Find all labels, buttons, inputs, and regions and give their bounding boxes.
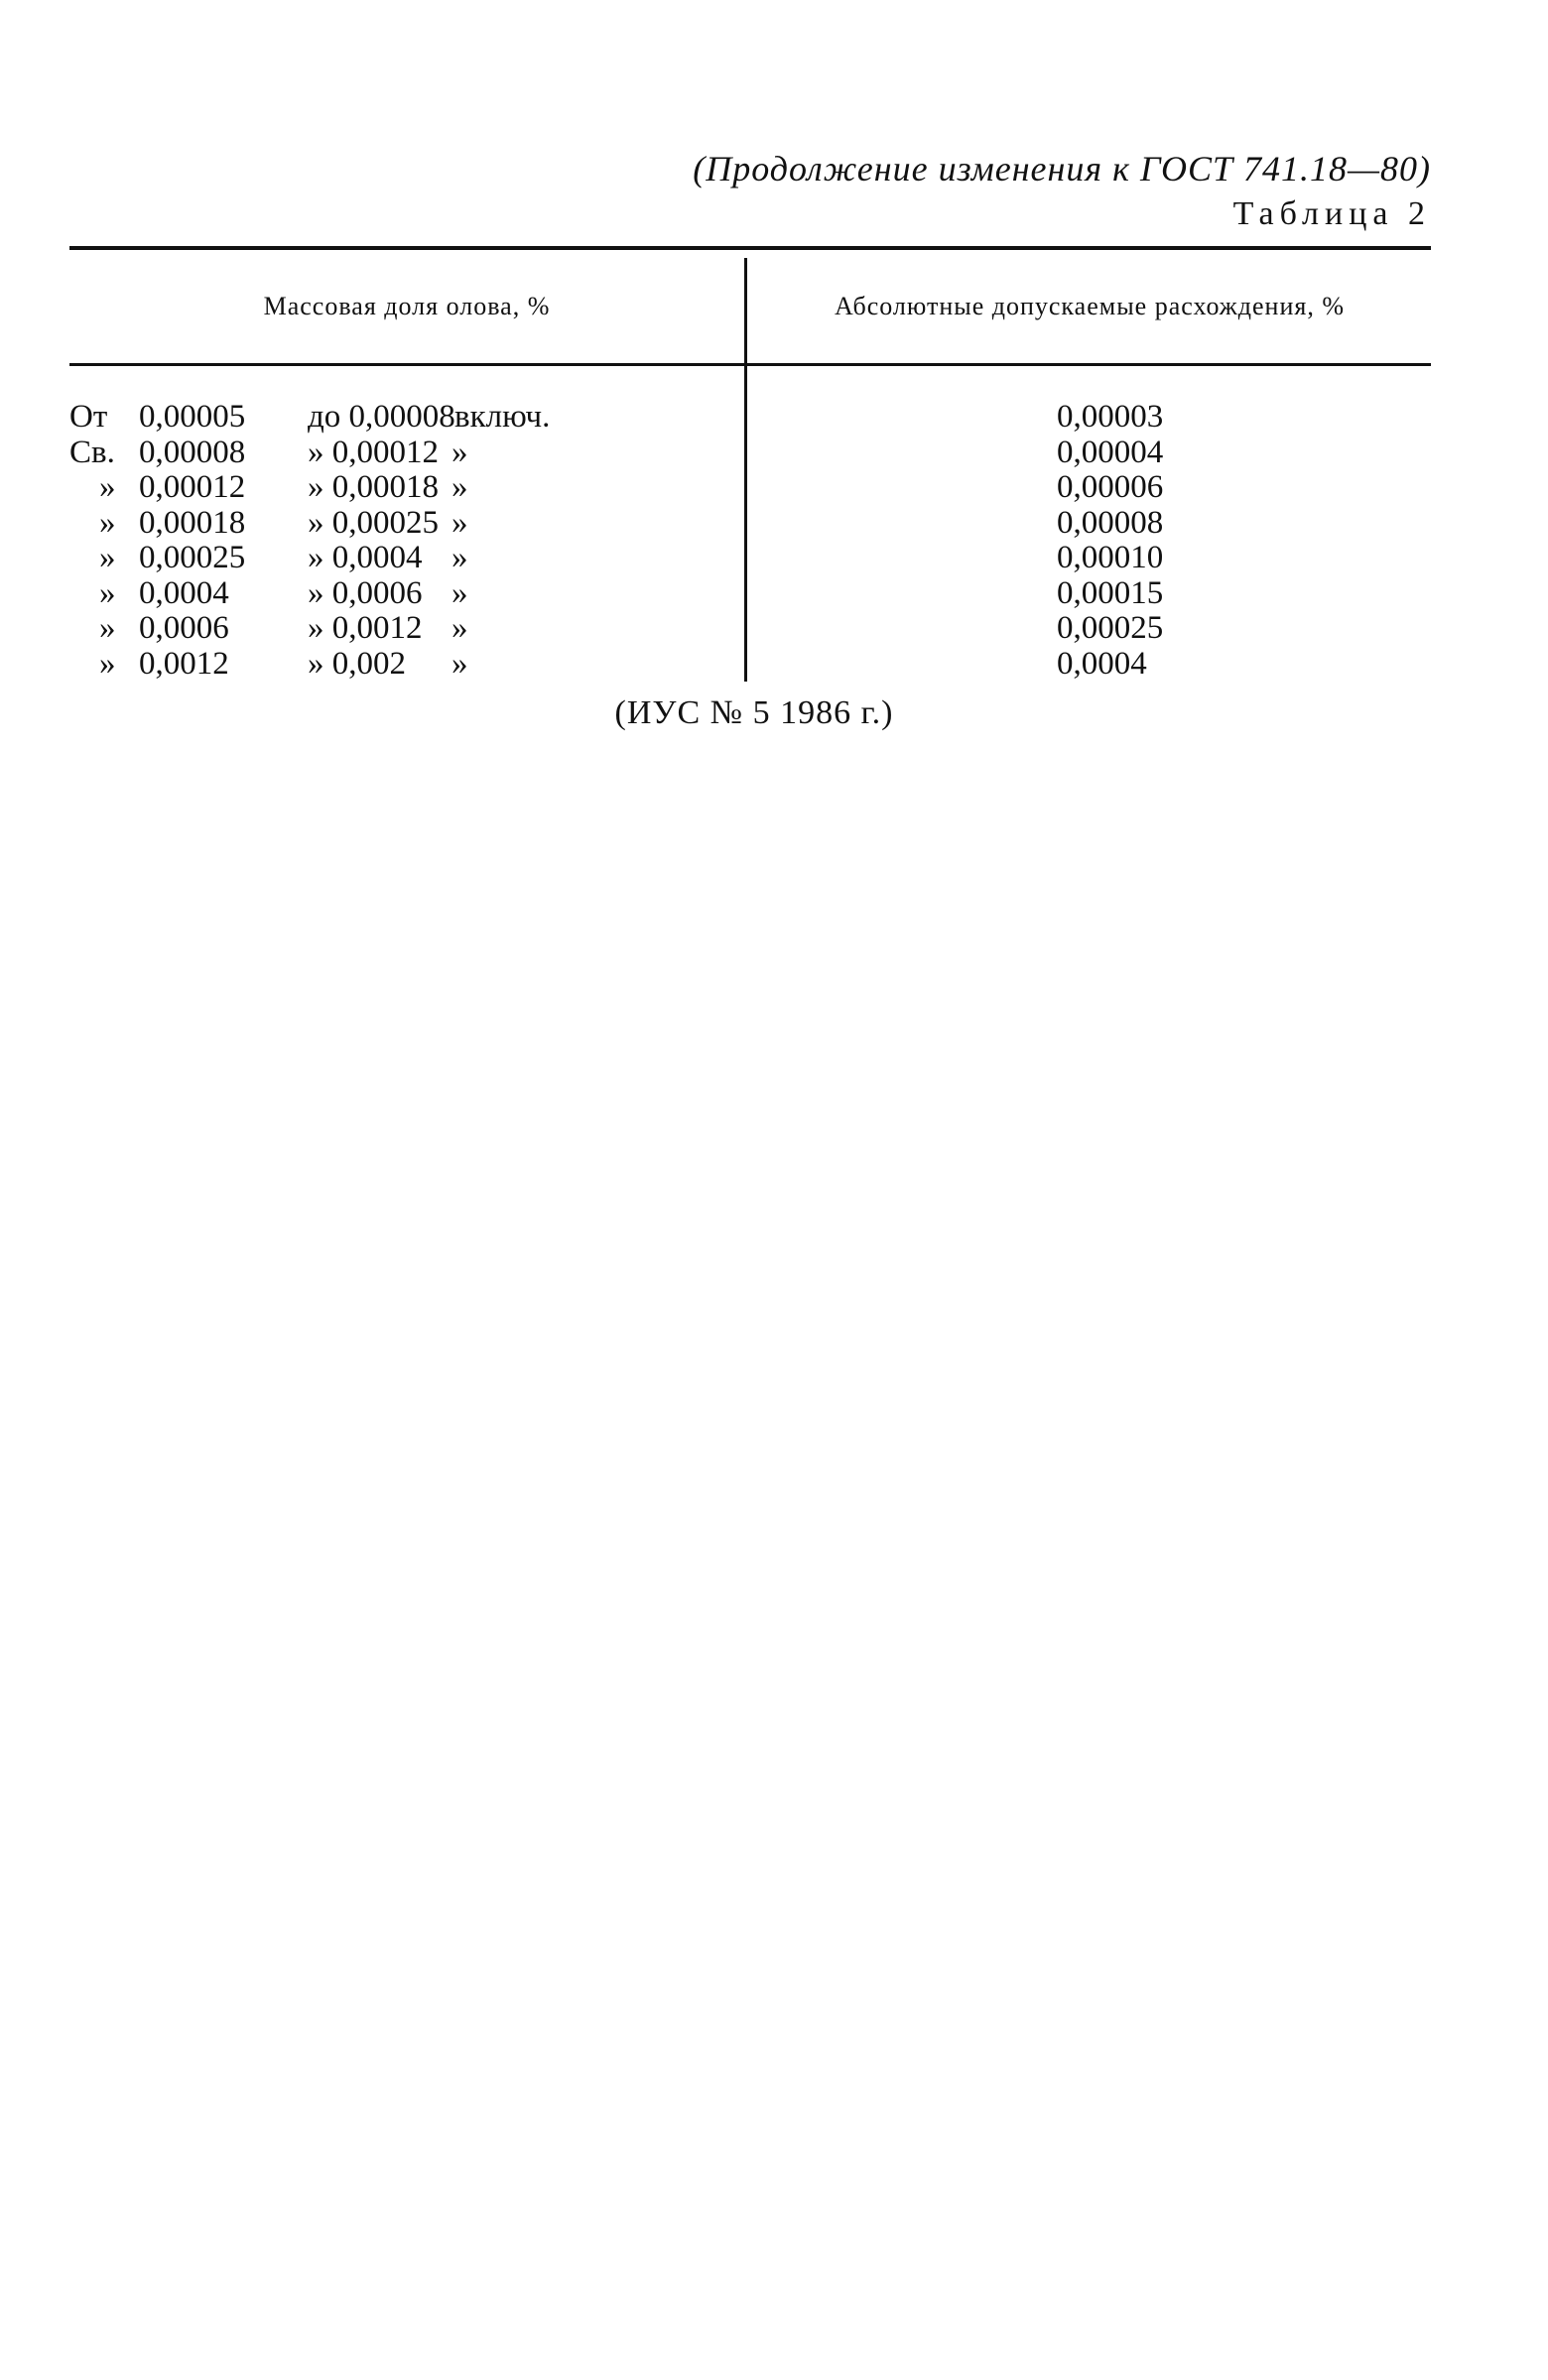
range-prefix: От [69,399,108,435]
range-prefix: » [99,469,116,505]
range-from: 0,0006 [139,610,229,646]
table-row [69,576,1431,612]
range-unit: » [452,504,468,541]
tolerance-value: 0,00008 [1057,504,1164,541]
range-prefix: » [99,645,116,682]
range-from: 0,0004 [139,574,229,611]
table-header [69,250,1431,366]
page-header [693,147,1431,236]
range-to: до 0,00008 [308,399,455,435]
tolerance-value: 0,0004 [1057,645,1147,682]
range-unit: включ. [454,399,551,435]
tolerance-value: 0,00010 [1057,540,1164,575]
table-row [69,470,1431,506]
range-unit: » [452,574,468,611]
range-unit: » [452,434,468,470]
range-prefix: » [99,574,116,611]
range-unit: » [452,540,468,575]
tolerance-value: 0,00006 [1057,469,1164,505]
range-to: » 0,00018 [308,469,439,505]
table-body [69,366,1431,688]
column-header-tolerance: Абсолютные допускаемые расхождения, % [835,292,1345,320]
source-note: (ИУС № 5 1986 г.) [614,694,894,731]
range-from: 0,0012 [139,645,229,682]
table-row [69,436,1431,471]
range-unit: » [452,469,468,505]
range-to: » 0,0004 [308,540,423,575]
table-row [69,541,1431,576]
table-label: Таблица 2 [1232,195,1431,232]
range-unit: » [452,610,468,646]
table-row [69,647,1431,683]
table-row [69,611,1431,647]
column-header-tin-fraction: Массовая доля олова, % [263,292,551,320]
range-unit: » [452,645,468,682]
range-to: » 0,00012 [308,434,439,470]
range-from: 0,00008 [139,434,246,470]
range-to: » 0,002 [308,645,406,682]
range-prefix: » [99,540,116,575]
tolerance-value: 0,00015 [1057,574,1164,611]
tolerance-value: 0,00003 [1057,399,1164,435]
range-from: 0,00025 [139,540,246,575]
range-prefix: » [99,504,116,541]
tolerance-value: 0,00004 [1057,434,1164,470]
range-from: 0,00018 [139,504,246,541]
tolerance-table [69,246,1431,688]
tolerance-value: 0,00025 [1057,610,1164,646]
table-row [69,400,1431,436]
range-to: » 0,0006 [308,574,423,611]
range-prefix: » [99,610,116,646]
range-from: 0,00012 [139,469,246,505]
column-divider [744,258,747,363]
range-from: 0,00005 [139,399,246,435]
range-to: » 0,0012 [308,610,423,646]
range-to: » 0,00025 [308,504,439,541]
continuation-note: (Продолжение изменения к ГОСТ 741.18—80) [693,149,1431,188]
table-row [69,506,1431,542]
range-prefix: Св. [69,434,115,470]
